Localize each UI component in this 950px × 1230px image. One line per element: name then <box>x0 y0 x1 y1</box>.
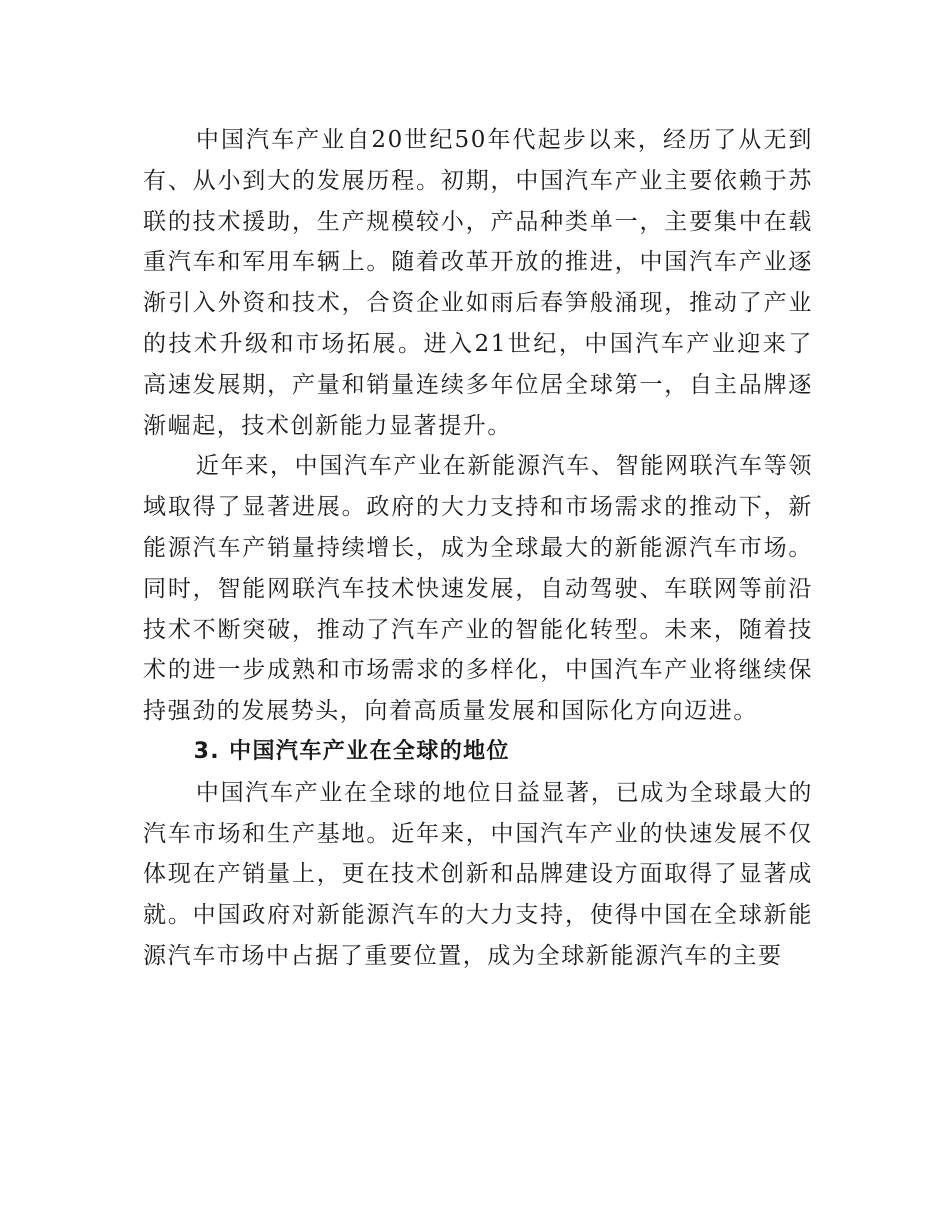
section-heading: 3. 中国汽车产业在全球的地位 <box>193 738 510 764</box>
document-body <box>143 120 813 977</box>
paragraph-recent-progress: 近年来，中国汽车产业在新能源汽车、智能网联汽车等领域取得了显著进展。政府的大力支持和市场需求的推动下，新能源汽车产销量持续增长，成为全球最大的新能源汽车市场。同时，智能网联汽车技术快速发展，自动驾驶、车联网等前沿技术不断突破，推动了汽车产业的智能化转型。未来，随着技术的进一步成熟和市场需求的多样化，中国汽车产业将继续保持强劲的发展势头，向着高质量发展和国际化方向迈进。 <box>143 453 813 725</box>
paragraph-global-position: 中国汽车产业在全球的地位日益显著，已成为全球最大的汽车市场和生产基地。近年来，中国汽车产业的快速发展不仅体现在产销量上，更在技术创新和品牌建设方面取得了显著成就。中国政府对新能源汽车的大力支持，使得中国在全球新能源汽车市场中占据了重要位置，成为全球新能源汽车的主要 <box>143 779 813 969</box>
paragraph-auto-history: 中国汽车产业自20世纪50年代起步以来，经历了从无到有、从小到大的发展历程。初期，中国汽车产业主要依赖于苏联的技术援助，生产规模较小，产品种类单一，主要集中在载重汽车和军用车辆上。随着改革开放的推进，中国汽车产业逐渐引入外资和技术，合资企业如雨后春笋般涌现，推动了产业的技术升级和市场拓展。进入21世纪，中国汽车产业迎来了高速发展期，产量和销量连续多年位居全球第一，自主品牌逐渐崛起，技术创新能力显著提升。 <box>143 127 813 439</box>
